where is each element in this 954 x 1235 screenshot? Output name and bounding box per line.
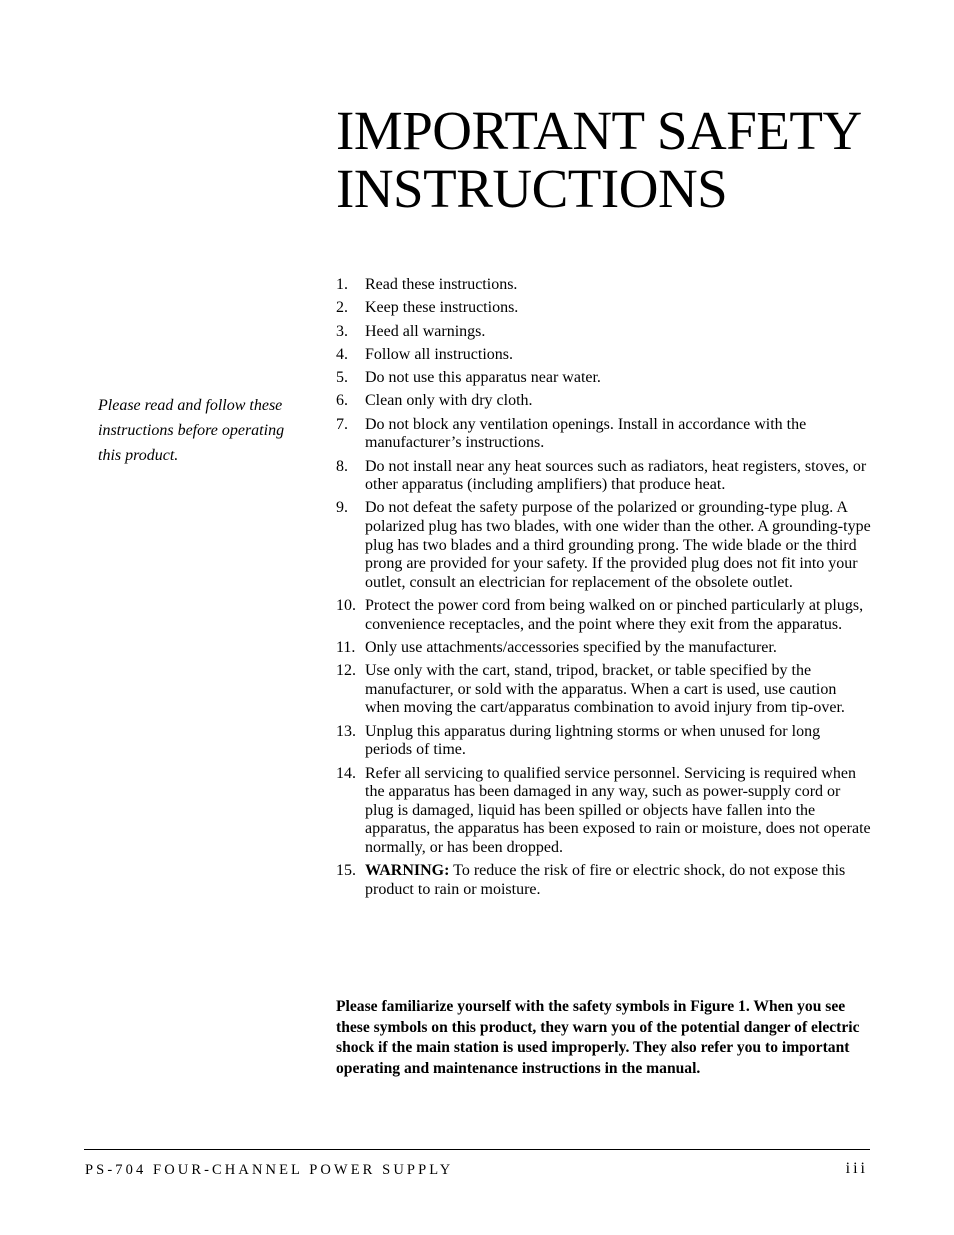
item-number: 1. <box>336 276 348 293</box>
safety-instructions-list <box>336 276 871 904</box>
item-text: Clean only with dry cloth. <box>365 392 533 410</box>
list-item <box>336 662 871 718</box>
footer-product-name: PS-704 FOUR-CHANNEL POWER SUPPLY <box>85 1162 454 1178</box>
list-item <box>336 499 871 592</box>
warning-text: To reduce the risk of fire or electric shock, do not expose this product to rain or moisture. <box>365 862 846 898</box>
item-text: Do not use this apparatus near water. <box>365 369 601 387</box>
footer-divider <box>84 1149 870 1150</box>
list-item <box>336 597 871 634</box>
list-item <box>336 862 871 899</box>
safety-symbols-note: Please familiarize yourself with the safety symbols in Figure 1. When you see these symbols on this product, they warn you of the potential danger of electric shock if the main station is used improperly. They also refer you to important operating and maintenance instructions in the manual. <box>336 998 860 1077</box>
item-text: Do not defeat the safety purpose of the polarized or grounding-type plug. A polarized plug has two blades, with one wider than the other. A grounding-type plug has two blades and a third grounding prong. The wide blade or the third prong are provided for your safety. If the provided plug does not fit into your outlet, consult an electrician for replacement of the obsolete outlet. <box>365 499 871 591</box>
warning-label: WARNING: <box>365 862 450 880</box>
item-number: 14. <box>336 764 356 782</box>
item-text: Do not install near any heat sources such as radiators, heat registers, stoves, or other apparatus (including amplifiers) that produce heat. <box>365 457 867 494</box>
item-text: Only use attachments/accessories specified by the manufacturer. <box>365 638 777 656</box>
item-text: Heed all warnings. <box>365 322 486 340</box>
list-item <box>336 276 871 295</box>
item-number: 15. <box>336 862 356 880</box>
item-text: Keep these instructions. <box>365 299 519 317</box>
list-item <box>336 392 871 411</box>
side-note: Please read and follow these instructions before operating this product. <box>98 397 285 464</box>
item-number: 8. <box>336 457 348 475</box>
item-text: Follow all instructions. <box>365 345 513 363</box>
page-title: IMPORTANT SAFETY INSTRUCTIONS <box>336 100 860 219</box>
item-text: Protect the power cord from being walked on or pinched particularly at plugs, convenience receptacles, and the point where they exit from the apparatus. <box>365 597 864 633</box>
item-text: Read these instructions. <box>365 276 518 293</box>
list-item <box>336 723 871 760</box>
item-text: Refer all servicing to qualified service personnel. Servicing is required when the apparatus has been damaged in any way, such as power-supply cord or plug is damaged, liquid has been spilled or objects have fallen into the apparatus, the apparatus has been exposed to rain or moisture, does not operate normally, or has been dropped. <box>365 764 871 856</box>
page-number: iii <box>845 1160 868 1177</box>
item-text: Use only with the cart, stand, tripod, bracket, or table specified by the manufacturer, or sold with the apparatus. When a cart is used, use caution when moving the cart/apparatus combination to avoid injury from tip-over. <box>365 662 845 717</box>
list-item <box>336 369 871 388</box>
item-number: 2. <box>336 299 348 317</box>
item-number: 7. <box>336 415 348 433</box>
item-number: 9. <box>336 499 348 517</box>
list-item <box>336 765 871 858</box>
item-text: Unplug this apparatus during lightning storms or when unused for long periods of time. <box>365 722 821 759</box>
item-number: 10. <box>336 597 356 615</box>
list-item <box>336 299 871 318</box>
list-item <box>336 416 871 453</box>
item-number: 4. <box>336 345 348 363</box>
item-number: 12. <box>336 662 356 680</box>
list-item <box>336 323 871 342</box>
item-number: 6. <box>336 392 348 410</box>
list-item <box>336 346 871 365</box>
item-text <box>365 862 871 899</box>
item-number: 3. <box>336 322 348 340</box>
list-item <box>336 639 871 658</box>
item-text: Do not block any ventilation openings. Install in accordance with the manufacturer’s instructions. <box>365 415 807 452</box>
item-number: 5. <box>336 369 348 387</box>
item-number: 13. <box>336 722 356 740</box>
list-item <box>336 458 871 495</box>
item-number: 11. <box>336 638 356 656</box>
